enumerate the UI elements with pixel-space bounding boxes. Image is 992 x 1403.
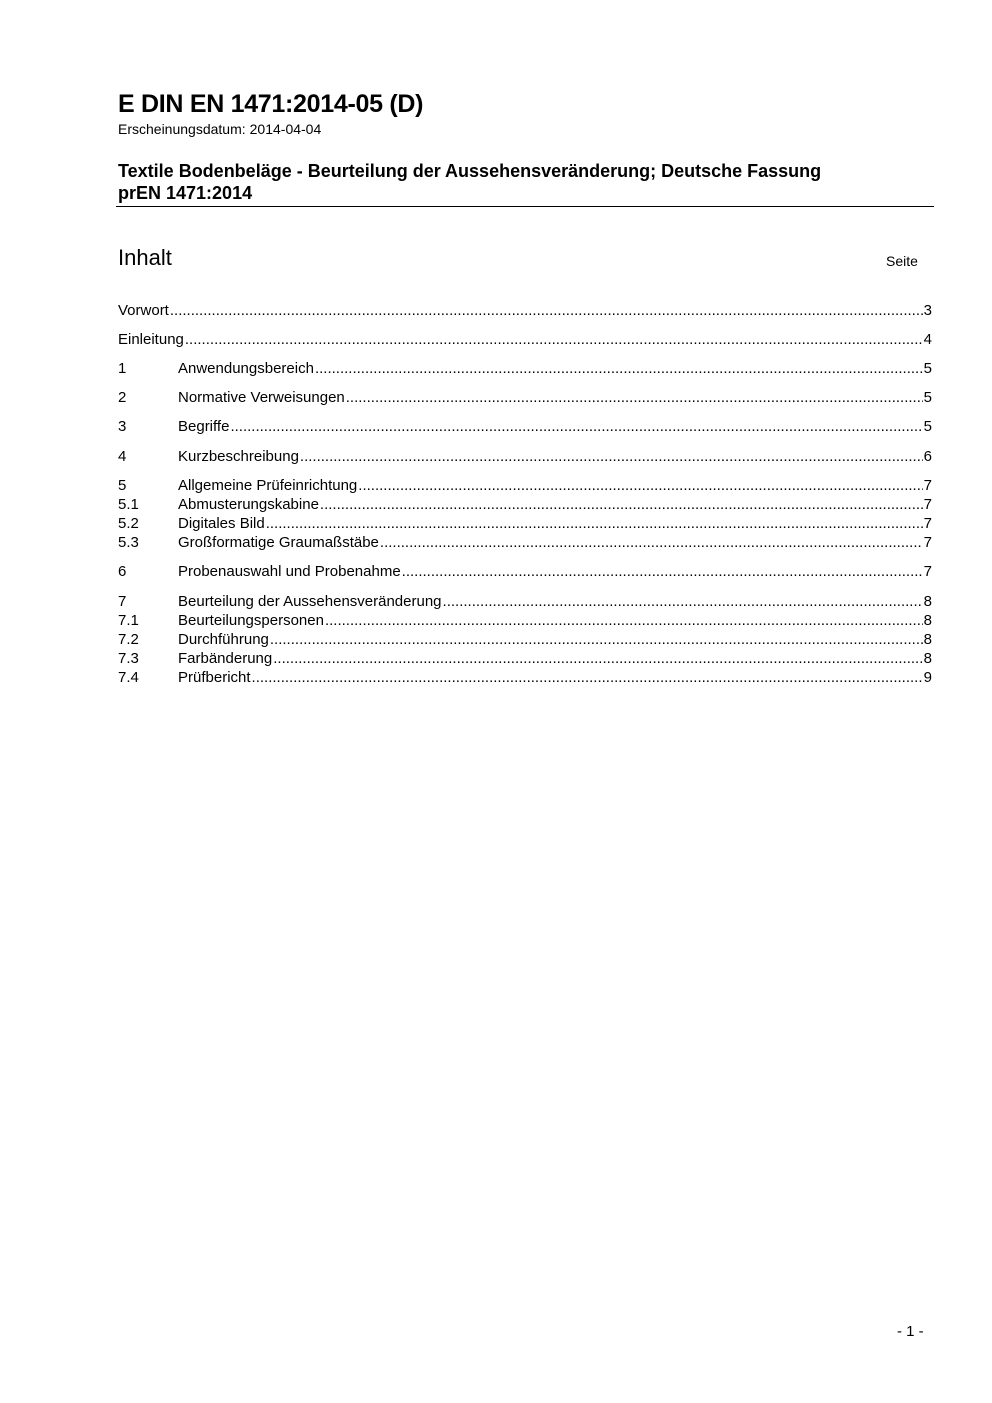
toc-entry-title: Kurzbeschreibung (178, 448, 299, 465)
toc-entry-page: 7 (923, 563, 932, 580)
toc-entry-page: 3 (923, 302, 932, 319)
toc-entry-number: 7.3 (118, 650, 139, 667)
toc-entry[interactable] (118, 562, 932, 581)
toc-entry-number: 5.2 (118, 515, 139, 532)
toc-entry-title: Beurteilungspersonen (178, 612, 324, 629)
toc-entry-title: Abmusterungskabine (178, 496, 319, 513)
toc-leader-dots (315, 359, 923, 378)
toc-entry-number: 4 (118, 448, 127, 465)
toc-leader-dots (185, 330, 923, 349)
toc-heading: Inhalt (118, 245, 172, 270)
toc-entry[interactable] (118, 533, 932, 552)
toc-entry-page: 5 (923, 389, 932, 406)
toc-entry[interactable] (118, 668, 932, 687)
toc-entry-title: Begriffe (178, 418, 230, 435)
toc-entry-page: 8 (923, 593, 932, 610)
toc-entry-page: 4 (923, 331, 932, 348)
toc-entry-title: Vorwort (118, 302, 169, 319)
toc-leader-dots (320, 495, 923, 514)
toc-entry-page: 8 (923, 650, 932, 667)
toc-entry-page: 8 (923, 631, 932, 648)
toc-page-column-label: Seite (886, 253, 918, 269)
toc-entry-number: 7.2 (118, 631, 139, 648)
toc-entry[interactable] (118, 649, 932, 668)
toc-leader-dots (270, 630, 923, 649)
toc-entry-title: Farbänderung (178, 650, 273, 667)
publication-date (118, 121, 321, 137)
toc-entry[interactable] (118, 495, 932, 514)
toc-leader-dots (300, 447, 923, 466)
toc-leader-dots (266, 514, 923, 533)
page-number: - 1 - (897, 1323, 924, 1340)
toc-entry-title: Digitales Bild (178, 515, 265, 532)
toc-leader-dots (170, 301, 923, 320)
toc-entry-number: 7 (118, 593, 127, 610)
toc-leader-dots (252, 668, 923, 687)
toc-entry-title: Durchführung (178, 631, 269, 648)
toc-entry[interactable] (118, 630, 932, 649)
toc-entry-number: 3 (118, 418, 127, 435)
toc-leader-dots (273, 649, 922, 668)
toc-leader-dots (346, 388, 923, 407)
toc-entry-title: Beurteilung der Aussehensveränderung (178, 593, 442, 610)
toc-entry-number: 5.1 (118, 496, 139, 513)
toc-entry-number: 6 (118, 563, 127, 580)
toc-entry-title: Probenauswahl und Probenahme (178, 563, 401, 580)
toc-entry-title: Prüfbericht (178, 669, 251, 686)
toc-entry-page: 8 (923, 612, 932, 629)
toc-entry[interactable] (118, 417, 932, 436)
document-subtitle (118, 160, 918, 204)
toc-entry[interactable] (118, 330, 932, 349)
toc-entry[interactable] (118, 447, 932, 466)
toc-entry-page: 7 (923, 534, 932, 551)
toc-entry[interactable] (118, 476, 932, 495)
toc-entry-number: 1 (118, 360, 127, 377)
toc-entry-page: 7 (923, 477, 932, 494)
toc-entry-page: 5 (923, 418, 932, 435)
toc-leader-dots (380, 533, 923, 552)
toc-leader-dots (230, 417, 922, 436)
toc-entry[interactable] (118, 388, 932, 407)
toc-entry-page: 9 (923, 669, 932, 686)
toc-entry-title: Allgemeine Prüfeinrichtung (178, 477, 358, 494)
toc-leader-dots (402, 562, 923, 581)
toc-leader-dots (325, 611, 923, 630)
subtitle-line-1: Textile Bodenbeläge - Beurteilung der Aussehensveränderung; Deutsche Fassung (118, 161, 822, 181)
toc-entry-page: 5 (923, 360, 932, 377)
toc-entry[interactable] (118, 592, 932, 611)
toc-entry-page: 7 (923, 515, 932, 532)
toc-entry-page: 6 (923, 448, 932, 465)
toc-leader-dots (358, 476, 922, 495)
toc-entry-number: 5.3 (118, 534, 139, 551)
toc-leader-dots (443, 592, 923, 611)
toc-entry[interactable] (118, 301, 932, 320)
subtitle-line-2: prEN 1471:2014 (118, 183, 253, 203)
toc-entry-number: 5 (118, 477, 127, 494)
toc-entry-number: 7.4 (118, 669, 139, 686)
toc-entry-page: 7 (923, 496, 932, 513)
toc-entry-title: Großformatige Graumaßstäbe (178, 534, 379, 551)
publication-date-label: Erscheinungsdatum: (118, 121, 246, 137)
toc-entry-number: 7.1 (118, 612, 139, 629)
toc-entry-title: Einleitung (118, 331, 184, 348)
toc-entry[interactable] (118, 611, 932, 630)
toc-entry-title: Normative Verweisungen (178, 389, 345, 406)
toc-entry-title: Anwendungsbereich (178, 360, 314, 377)
document-title: E DIN EN 1471:2014-05 (D) (118, 90, 424, 118)
header-divider (116, 206, 934, 207)
toc-entry[interactable] (118, 359, 932, 378)
toc-entry-number: 2 (118, 389, 127, 406)
publication-date-value: 2014-04-04 (249, 121, 322, 137)
toc-entry[interactable] (118, 514, 932, 533)
